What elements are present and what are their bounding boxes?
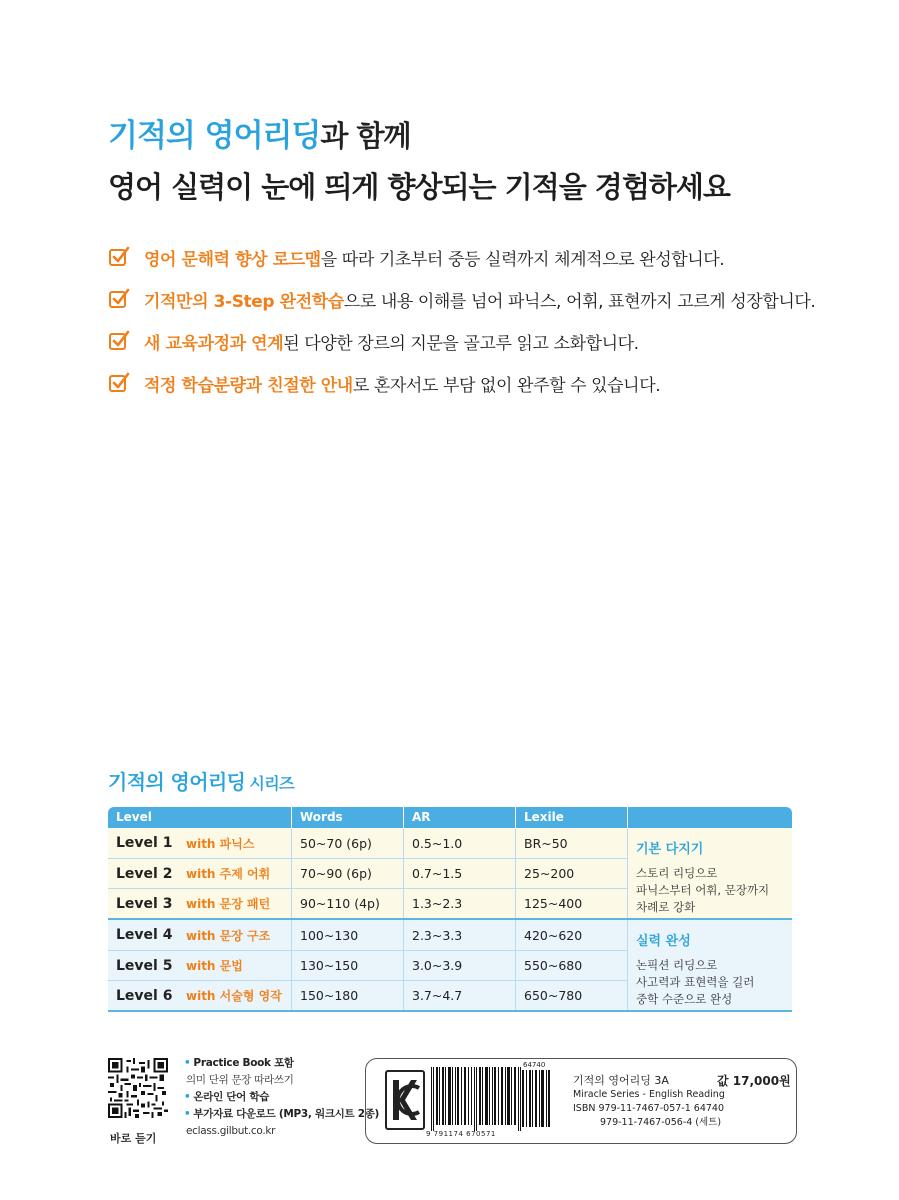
headline-line1 (108, 116, 730, 156)
level-label: Level 5 (116, 957, 173, 974)
ar-cell: 3.0~3.9 (404, 951, 516, 980)
words-cell: 130~150 (292, 951, 404, 980)
isbn-main: ISBN 979-11-7467-057-1 64740 (573, 1103, 725, 1114)
ar-cell: 1.3~2.3 (404, 889, 516, 918)
level-focus: with 파닉스 (186, 836, 255, 851)
level-label: Level 1 (116, 835, 173, 851)
book-info-box (365, 1058, 797, 1144)
checkbox-checked-icon (108, 372, 130, 394)
feature-item (108, 278, 815, 320)
feature-item (108, 236, 815, 278)
words-cell: 100~130 (292, 920, 404, 950)
book-series: Miracle Series - English Reading (573, 1089, 725, 1100)
level-focus: with 서술형 영작 (186, 989, 282, 1003)
group-description-line: 사고력과 표현력을 길러 (636, 975, 755, 989)
feature-text: 을 따라 기초부터 중등 실력까지 체계적으로 완성합니다. (320, 249, 725, 270)
group-description-line: 논픽션 리딩으로 (636, 958, 718, 972)
series-table (108, 807, 792, 1012)
level-group-advanced (108, 920, 792, 1012)
isbn-set: 979-11-7467-056-4 (세트) (600, 1117, 722, 1128)
note-practice-book-sub: 의미 단위 문장 따라쓰기 (186, 1074, 294, 1086)
series-title-suffix: 시리즈 (249, 774, 294, 793)
download-url-link[interactable]: eclass.gilbut.co.kr (186, 1125, 276, 1137)
level-label: Level 6 (116, 987, 173, 1004)
note-practice-book: • Practice Book 포함 (184, 1055, 379, 1072)
level-label: Level 4 (116, 927, 173, 943)
checkbox-checked-icon (108, 246, 130, 268)
header-words: Words (292, 807, 404, 828)
words-cell: 50~70 (6p) (292, 828, 404, 858)
level-focus: with 주제 어휘 (186, 867, 271, 881)
table-row (108, 950, 628, 980)
extras-notes (184, 1055, 379, 1140)
table-row (108, 888, 628, 918)
ar-cell: 2.3~3.3 (404, 920, 516, 950)
group-description-line: 차례로 강화 (636, 900, 696, 914)
level-focus: with 문장 패턴 (186, 897, 271, 911)
qr-code-icon[interactable] (108, 1058, 168, 1118)
header-level: Level (108, 807, 292, 828)
book-details (573, 1074, 725, 1130)
feature-highlight: 새 교육과정과 연계 (144, 333, 284, 354)
headline (108, 116, 730, 207)
table-row (108, 980, 628, 1010)
barcode-number: 9 791174 670571 (426, 1130, 496, 1138)
checkbox-checked-icon (108, 288, 130, 310)
header-ar: AR (404, 807, 516, 828)
lexile-cell: BR~50 (516, 828, 628, 858)
feature-item (108, 362, 815, 404)
qr-label: 바로 듣기 (110, 1132, 157, 1145)
table-row (108, 828, 628, 858)
table-row (108, 920, 628, 950)
group-description-line: 중학 수준으로 완성 (636, 992, 733, 1006)
feature-text: 로 혼자서도 부담 없이 완주할 수 있습니다. (352, 375, 661, 396)
feature-highlight: 기적만의 3-Step 완전학습 (144, 291, 344, 312)
feature-highlight: 영어 문해력 향상 로드맵 (144, 249, 321, 270)
series-title-main: 기적의 영어리딩 (108, 770, 246, 794)
group-description-title: 실력 완성 (636, 934, 691, 949)
level-label: Level 3 (116, 895, 173, 912)
group-description (628, 920, 792, 1010)
feature-text: 으로 내용 이해를 넘어 파닉스, 어휘, 표현까지 고르게 성장합니다. (343, 291, 816, 312)
lexile-cell: 550~680 (516, 951, 628, 980)
lexile-cell: 25~200 (516, 859, 628, 888)
series-title (108, 766, 294, 795)
feature-item (108, 320, 815, 362)
feature-highlight: 적정 학습분량과 친절한 안내 (144, 375, 353, 396)
words-cell: 150~180 (292, 981, 404, 1010)
lexile-cell: 420~620 (516, 920, 628, 950)
feature-text: 된 다양한 장르의 지문을 골고루 읽고 소화합니다. (283, 333, 639, 354)
addon-barcode-icon (520, 1070, 550, 1127)
book-price: 값 17,000원 (717, 1074, 791, 1088)
ar-cell: 0.7~1.5 (404, 859, 516, 888)
group-description-line: 스토리 리딩으로 (636, 866, 718, 880)
table-header (108, 807, 792, 828)
addon-code-number: 64740 (523, 1061, 546, 1069)
words-cell: 70~90 (6p) (292, 859, 404, 888)
level-focus: with 문법 (186, 959, 243, 973)
group-description (628, 828, 792, 918)
group-description-title: 기본 다지기 (636, 842, 704, 857)
headline-line2: 영어 실력이 눈에 띄게 향상되는 기적을 경험하세요 (108, 170, 730, 204)
lexile-cell: 125~400 (516, 889, 628, 918)
words-cell: 90~110 (4p) (292, 889, 404, 918)
checkbox-checked-icon (108, 330, 130, 352)
lexile-cell: 650~780 (516, 981, 628, 1010)
header-description (628, 807, 792, 828)
book-title: 기적의 영어리딩 3A (573, 1074, 669, 1087)
level-focus: with 문장 구조 (186, 928, 271, 943)
header-lexile: Lexile (516, 807, 628, 828)
table-row (108, 858, 628, 888)
level-group-basic (108, 828, 792, 920)
group-description-line: 파닉스부터 어휘, 문장까지 (636, 883, 770, 897)
level-label: Level 2 (116, 865, 173, 882)
ar-cell: 0.5~1.0 (404, 828, 516, 858)
kc-certification-icon (385, 1070, 425, 1130)
feature-list (108, 236, 815, 404)
isbn-barcode-icon (431, 1067, 523, 1131)
headline-line1-rest: 과 함께 (320, 119, 411, 153)
brand-name: 기적의 영어리딩 (108, 118, 321, 154)
ar-cell: 3.7~4.7 (404, 981, 516, 1010)
note-online-words: • 온라인 단어 학습 (184, 1089, 379, 1106)
note-downloads: • 부가자료 다운로드 (MP3, 워크시트 2종) (184, 1106, 379, 1123)
